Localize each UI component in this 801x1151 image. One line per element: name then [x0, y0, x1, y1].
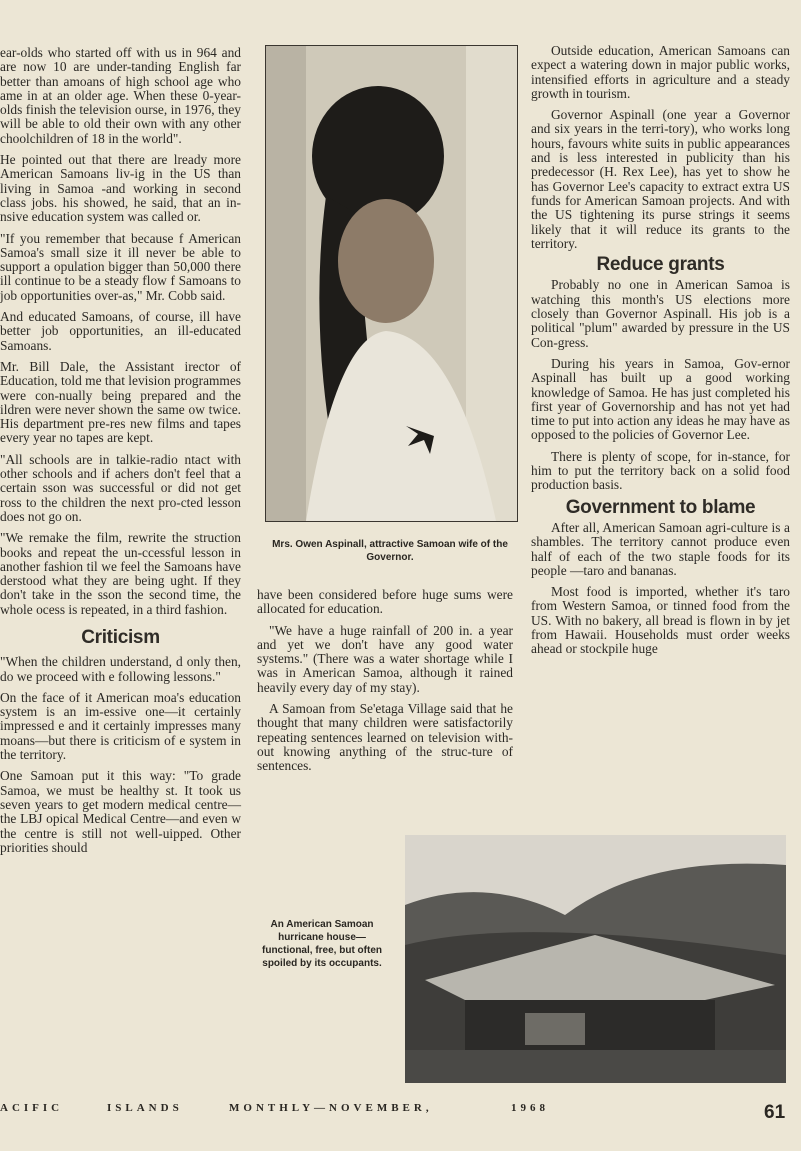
paragraph: One Samoan put it this way: "To grade Samoa, we must be healthy st. It took us seven years to get modern medical centre—the LBJ opical Medical Centre—and even w the centre is still not well-uipped. Other priorities should — [0, 768, 241, 855]
portrait-photo — [265, 45, 518, 522]
paragraph: Governor Aspinall (one year a Governor and six years in the terri-tory), who works long hours, favours white suits in public appearances and is less interested in publicity than his predecessor (H. Rex Lee), has yet to show he has Governor Lee's capacity to extract extra US funds for American Samoan projects. And with the US tightening its purse strings it seems likely that it will reduce its grants to the territory. — [531, 107, 790, 251]
paragraph: have been considered before huge sums were allocated for education. — [257, 587, 513, 617]
paragraph: "All schools are in talkie-radio ntact with other schools and if achers don't feel that a certain sson was successful or did not get ross to the children the next pro-cted lesson does not go on. — [0, 451, 241, 524]
paragraph: And educated Samoans, of course, ill have better job opportunities, an ill-educated Samoans. — [0, 309, 241, 353]
house-photo — [405, 835, 786, 1083]
paragraph: "When the children understand, d only then, do we proceed with e following lessons." — [0, 654, 241, 684]
paragraph: He pointed out that there are lready more American Samoans liv-ig in the US than living in Samoa -and working in second class jobs. his showed, he said, that an in-nsive education system was called or. — [0, 152, 241, 225]
left-column — [0, 46, 241, 862]
paragraph: On the face of it American moa's education system is an im-essive one—it certainly impressed e and it certainly impresses many moans—but there is criticism of e system in the territory. — [0, 689, 241, 763]
paragraph: During his years in Samoa, Gov-ernor Aspinall has built up a good working knowledge of Samoa. He has just completed his first year of Governorship and has not yet had time to put into action any ideas he may have as opposed to the policies of Governor Lee. — [531, 355, 790, 443]
portrait-caption: Mrs. Owen Aspinall, attractive Samoan wife of the Governor. — [272, 539, 508, 563]
paragraph: "We have a huge rainfall of 200 in. a year and yet we don't have any good water systems." (There was a water shortage while I was in American Samoa, although it rained heavily every day of my stay). — [257, 622, 513, 695]
paragraph: Most food is imported, whether it's taro from Western Samoa, or tinned food from the US. With no bakery, all bread is flown in by jet from Hawaii. Households must order weeks ahead or stockpile huge — [531, 584, 790, 657]
page-number: 61 — [764, 1102, 786, 1123]
paragraph: There is plenty of scope, for in-stance, for him to put the territory back on a solid food production basis. — [531, 448, 790, 493]
paragraph: Outside education, American Samoans can expect a watering down in major public works, intensified efforts in agriculture and a steady growth in tourism. — [531, 43, 790, 101]
footer-pacific: ACIFIC — [0, 1102, 64, 1114]
paragraph: "We remake the film, rewrite the struction books and repeat the un-ccessful lesson in another fashion til we feel the Samoans have derstood what they are being ught. If they don't take in the sson the second time, the whole ocess is repeated, in a third fashion. — [0, 530, 241, 617]
house-caption: An American Samoan hurricane house— functional, free, but often spoiled by its occupants. — [262, 919, 382, 969]
footer-monthly: MONTHLY—NOVEMBER, — [229, 1102, 433, 1114]
section-heading: Reduce grants — [596, 254, 725, 276]
footer-islands: ISLANDS — [107, 1102, 183, 1114]
section-heading: Government to blame — [565, 496, 756, 518]
section-heading: Criticism — [81, 626, 160, 648]
paragraph: Mr. Bill Dale, the Assistant irector of Education, told me that levision programmes were con-nually being prepared and the ildren were never shown the same ow twice. His department pre-res new films and tapes every year no tapes are kept. — [0, 358, 241, 446]
middle-column — [257, 588, 513, 781]
right-column — [531, 44, 790, 664]
paragraph: Probably no one in American Samoa is watching this month's US elections more closely than Governor Aspinall. His job is a political "plum" awarded by pressure in the US Con-gress. — [531, 277, 790, 350]
footer — [0, 1102, 801, 1122]
paragraph: "If you remember that because f American Samoa's small size it ill never be able to support a opulation bigger than 50,000 there ill continue to be a steady flow f Samoans to job opportunities over-as," Mr. Cobb said. — [0, 230, 241, 303]
paragraph: ear-olds who started off with us in 964 and are now 10 are under-tanding English far better than amoans of high school age who ame in at an older age. When these 0-year-olds finish the television ourse, in 1976, they will be able to old their own with any other choolchildren of 18 in the world". — [0, 45, 241, 146]
paragraph: A Samoan from Se'etaga Village said that he thought that many children were satisfactorily repeating sentences learned on television with-out knowing anything of the struc-ture of sentences. — [257, 701, 513, 774]
footer-year: 1968 — [511, 1102, 549, 1114]
paragraph: After all, American Samoan agri-culture is a shambles. The territory cannot produce even half of each of the two staple foods for its people —taro and bananas. — [531, 519, 790, 578]
